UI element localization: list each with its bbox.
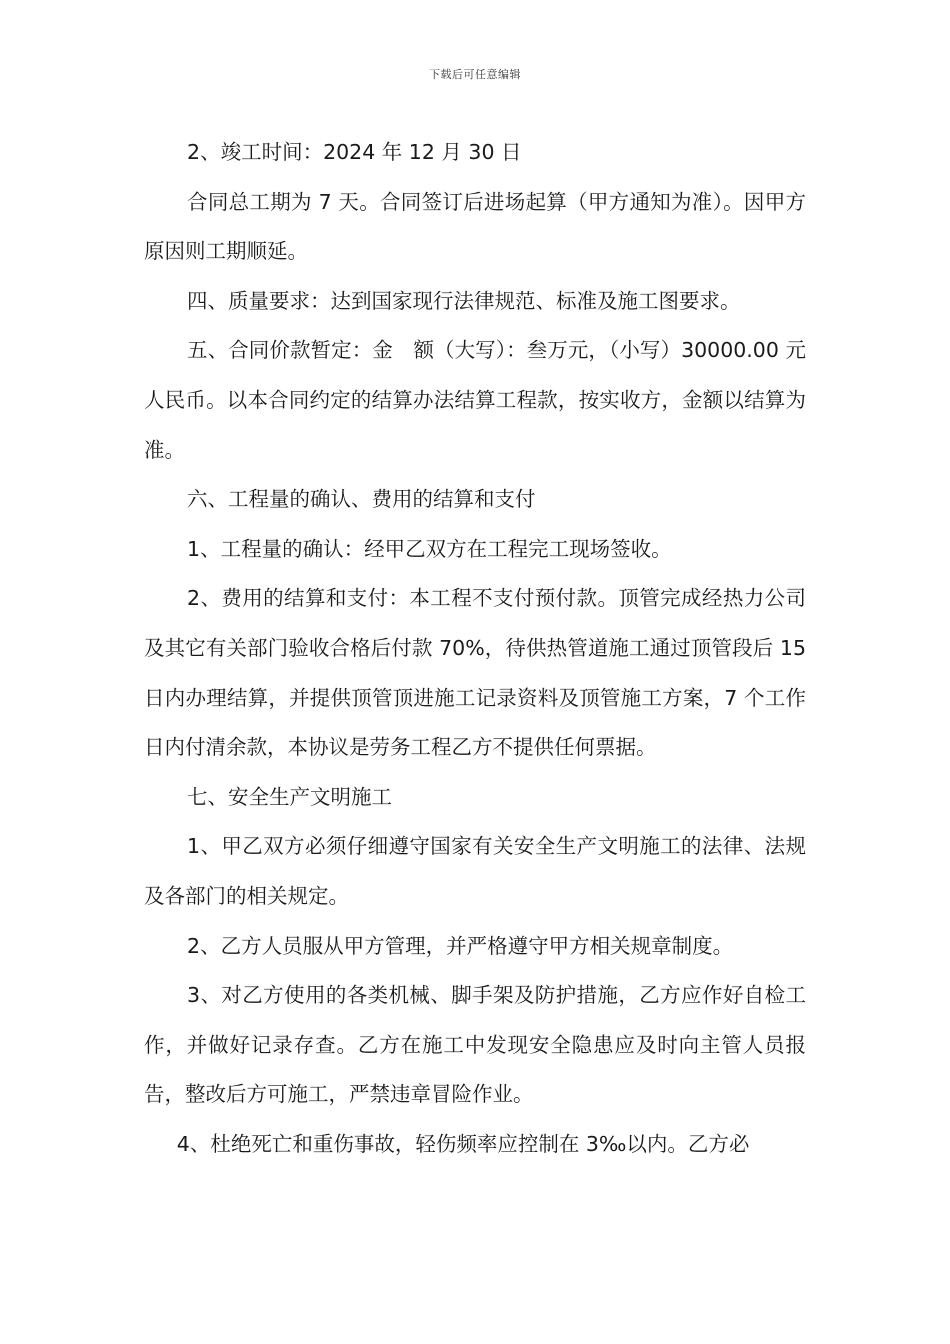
paragraph-quality-requirements: 四、质量要求：达到国家现行法律规范、标准及施工图要求。 (187, 288, 741, 313)
paragraph-accident-prevention: 4、杜绝死亡和重伤事故，轻伤频率应控制在 3‰以内。乙方必 (176, 1131, 750, 1156)
paragraph-equipment-inspection: 3、对乙方使用的各类机械、脚手架及防护措施，乙方应作好自检工作，并做好记录存查。乙方在施工中发现安全隐患应及时向主管人员报告，整改后方可施工，严禁违章冒险作业。 (144, 983, 806, 1107)
paragraph-total-duration: 合同总工期为 7 天。合同签订后进场起算（甲方通知为准）。因甲方原因则工期顺延。 (144, 189, 806, 264)
paragraph-settlement-payment: 2、费用的结算和支付：本工程不支付预付款。顶管完成经热力公司及其它有关部门验收合格后付款 70%，待供热管道施工通过顶管段后 15 日内办理结算，并提供顶管顶进施工记录资料及顶管施工方案，7 个工作日内付清余款，本协议是劳务工程乙方不提供任何票据。 (144, 586, 806, 760)
paragraph-contract-price: 五、合同价款暂定：金 额（大写）：叁万元，（小写）30000.00 元人民币。以本合同约定的结算办法结算工程款，按实收方，金额以结算为准。 (144, 338, 806, 462)
section-heading-safety: 七、安全生产文明施工 (187, 784, 393, 809)
section-heading-quantities-payment: 六、工程量的确认、费用的结算和支付 (187, 487, 536, 512)
paragraph-staff-management: 2、乙方人员服从甲方管理，并严格遵守甲方相关规章制度。 (187, 933, 734, 958)
paragraph-safety-laws: 1、甲乙双方必须仔细遵守国家有关安全生产文明施工的法律、法规及各部门的相关规定。 (144, 834, 806, 908)
page-header: 下载后可任意编辑 (429, 68, 521, 81)
document-body (144, 128, 806, 1169)
paragraph-quantity-confirmation: 1、工程量的确认：经甲乙双方在工程完工现场签收。 (187, 536, 672, 561)
paragraph-completion-date: 2、竣工时间：2024 年 12 月 30 日 (187, 140, 522, 164)
